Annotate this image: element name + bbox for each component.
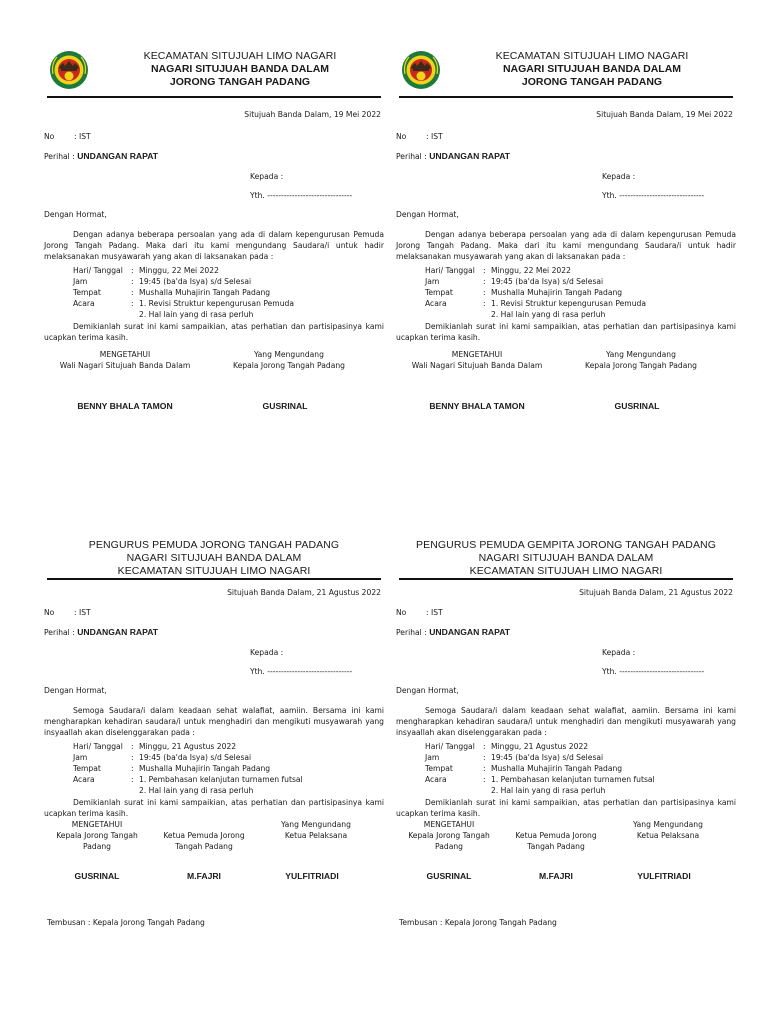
detail-row-place: Tempat : Mushalla Muhajirin Tangah Padang bbox=[425, 288, 623, 297]
letter-invitation-2 bbox=[396, 44, 736, 534]
recipient-heading: Kepada : bbox=[602, 648, 636, 657]
letterhead-divider bbox=[47, 96, 381, 98]
subject-value: UNDANGAN RAPAT bbox=[429, 627, 511, 637]
signatory-title: Yang Mengundang bbox=[254, 350, 324, 359]
letterhead-line-2: NAGARI SITUJUAH BANDA DALAM bbox=[502, 63, 682, 75]
signatory-role: Kepala Jorong Tangah Padang bbox=[408, 831, 490, 851]
letterhead-line-2: NAGARI SITUJUAH BANDA DALAM bbox=[150, 63, 330, 75]
carbon-copy-note: Tembusan : Kepala Jorong Tangah Padang bbox=[47, 918, 205, 927]
opening-paragraph: Semoga Saudara/i dalam keadaan sehat walafiat, aamiin. Bersama ini kami mengharapkan kehadiran saudara/i untuk menghadiri dan mengikuti musyawarah yang insyaallah akan diselenggarakan pada : bbox=[396, 706, 736, 737]
signatory-youth-chair bbox=[508, 830, 604, 852]
subject-row bbox=[396, 627, 736, 638]
recipient-line: Yth. ------------------------------- bbox=[250, 667, 353, 676]
signature-block bbox=[396, 349, 736, 429]
number-value: : IST bbox=[74, 608, 91, 617]
number-row bbox=[44, 608, 384, 619]
signatory-name: GUSRINAL bbox=[74, 871, 120, 881]
detail-row-date: Hari/ Tanggal : Minggu, 21 Agustus 2022 bbox=[73, 742, 237, 751]
signatory-title: MENGETAHUI bbox=[451, 350, 503, 359]
number-row bbox=[396, 132, 736, 143]
letter-date: Situjuah Banda Dalam, 21 Agustus 2022 bbox=[227, 588, 381, 597]
recipient-line: Yth. ------------------------------- bbox=[250, 191, 353, 200]
number-value: : IST bbox=[426, 132, 443, 141]
signatory-role: Ketua Pemuda Jorong Tangah Padang bbox=[163, 831, 245, 851]
signature-block bbox=[44, 349, 384, 429]
letterhead-line-2: NAGARI SITUJUAH BANDA DALAM bbox=[126, 552, 302, 564]
signatory-name: GUSRINAL bbox=[262, 401, 308, 411]
salutation: Dengan Hormat, bbox=[44, 210, 107, 219]
letter-invitation-1 bbox=[44, 44, 384, 534]
letterhead-line-1: PENGURUS PEMUDA JORONG TANGAH PADANG bbox=[88, 539, 340, 551]
subject-colon: : bbox=[72, 152, 75, 161]
letterhead-line-1: KECAMATAN SITUJUAH LIMO NAGARI bbox=[495, 50, 689, 62]
subject-row bbox=[44, 151, 384, 162]
signatory-role: Ketua Pelaksana bbox=[284, 831, 348, 840]
number-value: : IST bbox=[74, 132, 91, 141]
detail-row-time: Jam : 19:45 (ba'da Isya) s/d Selesai bbox=[73, 753, 252, 762]
subject-colon: : bbox=[72, 628, 75, 637]
detail-row-agenda-2: 2. Hal lain yang di rasa perluh bbox=[491, 310, 606, 319]
signatory-name: YULFITRIADI bbox=[637, 871, 691, 881]
signatory-role: Ketua Pelaksana bbox=[636, 831, 700, 840]
meeting-details bbox=[73, 742, 384, 797]
subject-label: Perihal bbox=[44, 628, 70, 637]
letterhead-divider bbox=[399, 96, 733, 98]
signatory-acknowledger bbox=[396, 819, 502, 852]
signatory-role: Wali Nagari Situjuah Banda Dalam bbox=[59, 361, 191, 370]
detail-row-date: Hari/ Tanggal : Minggu, 21 Agustus 2022 bbox=[425, 742, 589, 751]
subject-colon: : bbox=[424, 628, 427, 637]
subject-row bbox=[44, 627, 384, 638]
number-row bbox=[396, 608, 736, 619]
subject-value: UNDANGAN RAPAT bbox=[77, 151, 159, 161]
signatory-acknowledger bbox=[396, 349, 558, 371]
signatory-title: MENGETAHUI bbox=[423, 820, 475, 829]
subject-label: Perihal bbox=[396, 628, 422, 637]
letter-date: Situjuah Banda Dalam, 21 Agustus 2022 bbox=[579, 588, 733, 597]
signature-block bbox=[44, 819, 384, 889]
detail-row-agenda-2: 2. Hal lain yang di rasa perluh bbox=[491, 786, 606, 795]
signatory-role: Kepala Jorong Tangah Padang bbox=[584, 361, 697, 370]
letter-date: Situjuah Banda Dalam, 19 Mei 2022 bbox=[244, 110, 381, 119]
signatory-name: M.FAJRI bbox=[539, 871, 573, 881]
signatory-title: MENGETAHUI bbox=[71, 820, 123, 829]
letterhead-line-3: KECAMATAN SITUJUAH LIMO NAGARI bbox=[469, 565, 663, 577]
recipient-heading: Kepada : bbox=[250, 172, 284, 181]
recipient-heading: Kepada : bbox=[602, 172, 636, 181]
signatory-acknowledger bbox=[44, 349, 206, 371]
number-label: No bbox=[44, 132, 55, 141]
letterhead-line-3: JORONG TANGAH PADANG bbox=[169, 76, 311, 88]
letter-invitation-4 bbox=[396, 533, 736, 1023]
signatory-role: Wali Nagari Situjuah Banda Dalam bbox=[411, 361, 543, 370]
subject-colon: : bbox=[424, 152, 427, 161]
letterhead-divider bbox=[47, 578, 381, 580]
detail-row-agenda-2: 2. Hal lain yang di rasa perluh bbox=[139, 310, 254, 319]
detail-row-agenda: Acara : 1. Pembahasan kelanjutan turnamen futsal bbox=[73, 775, 303, 784]
detail-row-place: Tempat : Mushalla Muhajirin Tangah Padang bbox=[425, 764, 623, 773]
closing-paragraph: Demikianlah surat ini kami sampaikian, atas perhatian dan partisipasinya kami ucapkan terima kasih. bbox=[396, 322, 736, 342]
signatory-role: Kepala Jorong Tangah Padang bbox=[56, 831, 138, 851]
detail-row-place: Tempat : Mushalla Muhajirin Tangah Padang bbox=[73, 288, 271, 297]
signature-block bbox=[396, 819, 736, 889]
number-label: No bbox=[396, 608, 407, 617]
letter-date: Situjuah Banda Dalam, 19 Mei 2022 bbox=[596, 110, 733, 119]
detail-row-date: Hari/ Tanggal : Minggu, 22 Mei 2022 bbox=[425, 266, 571, 275]
carbon-copy-note: Tembusan : Kepala Jorong Tangah Padang bbox=[399, 918, 557, 927]
subject-row bbox=[396, 151, 736, 162]
detail-row-date: Hari/ Tanggal : Minggu, 22 Mei 2022 bbox=[73, 266, 219, 275]
meeting-details bbox=[425, 742, 736, 797]
number-label: No bbox=[44, 608, 55, 617]
signatory-inviter bbox=[562, 349, 720, 371]
signatory-title: Yang Mengundang bbox=[281, 820, 351, 829]
signatory-title: Yang Mengundang bbox=[633, 820, 703, 829]
letterhead bbox=[44, 533, 384, 588]
signatory-inviter bbox=[210, 349, 368, 371]
letterhead-line-1: KECAMATAN SITUJUAH LIMO NAGARI bbox=[143, 50, 337, 62]
recipient-heading: Kepada : bbox=[250, 648, 284, 657]
detail-row-time: Jam : 19:45 (ba'da Isya) s/d Selesai bbox=[425, 277, 604, 286]
closing-paragraph: Demikianlah surat ini kami sampaikian, atas perhatian dan partisipasinya kami ucapkan terima kasih. bbox=[44, 798, 384, 818]
meeting-details bbox=[425, 266, 736, 321]
closing-paragraph: Demikianlah surat ini kami sampaikian, atas perhatian dan partisipasinya kami ucapkan terima kasih. bbox=[44, 322, 384, 342]
letterhead-divider bbox=[399, 578, 733, 580]
opening-paragraph: Dengan adanya beberapa persoalan yang ada di dalam kepengurusan Pemuda Jorong Tangah Padang. Maka dari itu kami mengundang Saudara/i untuk hadir melaksanakan musyawarah yang akan di laksanakan pada : bbox=[44, 230, 384, 261]
subject-value: UNDANGAN RAPAT bbox=[77, 627, 159, 637]
letterhead-line-2: NAGARI SITUJUAH BANDA DALAM bbox=[478, 552, 654, 564]
detail-row-agenda: Acara : 1. Revisi Struktur kepengurusan Pemuda bbox=[73, 299, 294, 308]
number-value: : IST bbox=[426, 608, 443, 617]
number-row bbox=[44, 132, 384, 143]
signatory-name: BENNY BHALA TAMON bbox=[77, 401, 173, 411]
signatory-inviter bbox=[616, 819, 720, 841]
signatory-name: GUSRINAL bbox=[426, 871, 472, 881]
detail-row-agenda: Acara : 1. Revisi Struktur kepengurusan Pemuda bbox=[425, 299, 646, 308]
closing-paragraph: Demikianlah surat ini kami sampaikian, atas perhatian dan partisipasinya kami ucapkan terima kasih. bbox=[396, 798, 736, 818]
meeting-details bbox=[73, 266, 384, 321]
detail-row-agenda-2: 2. Hal lain yang di rasa perluh bbox=[139, 786, 254, 795]
signatory-acknowledger bbox=[44, 819, 150, 852]
letterhead bbox=[44, 44, 384, 102]
nagari-emblem-logo bbox=[401, 50, 441, 90]
nagari-emblem-logo bbox=[49, 50, 89, 90]
letter-invitation-3 bbox=[44, 533, 384, 1023]
signatory-name: GUSRINAL bbox=[614, 401, 660, 411]
opening-paragraph: Semoga Saudara/i dalam keadaan sehat walafiat, aamiin. Bersama ini kami mengharapkan kehadiran saudara/i untuk menghadiri dan mengikuti musyawarah yang insyaallah akan diselenggarakan pada : bbox=[44, 706, 384, 737]
letterhead-line-3: KECAMATAN SITUJUAH LIMO NAGARI bbox=[117, 565, 311, 577]
letterhead-line-1: PENGURUS PEMUDA GEMPITA JORONG TANGAH PADANG bbox=[416, 539, 716, 551]
detail-row-agenda: Acara : 1. Pembahasan kelanjutan turnamen futsal bbox=[425, 775, 655, 784]
subject-value: UNDANGAN RAPAT bbox=[429, 151, 511, 161]
detail-row-time: Jam : 19:45 (ba'da Isya) s/d Selesai bbox=[73, 277, 252, 286]
subject-label: Perihal bbox=[396, 152, 422, 161]
signatory-name: M.FAJRI bbox=[187, 871, 221, 881]
salutation: Dengan Hormat, bbox=[396, 210, 459, 219]
detail-row-time: Jam : 19:45 (ba'da Isya) s/d Selesai bbox=[425, 753, 604, 762]
signatory-name: YULFITRIADI bbox=[285, 871, 339, 881]
detail-row-place: Tempat : Mushalla Muhajirin Tangah Padang bbox=[73, 764, 271, 773]
signatory-title: Yang Mengundang bbox=[606, 350, 676, 359]
salutation: Dengan Hormat, bbox=[44, 686, 107, 695]
recipient-line: Yth. ------------------------------- bbox=[602, 191, 705, 200]
letterhead bbox=[396, 533, 736, 588]
letterhead-line-3: JORONG TANGAH PADANG bbox=[521, 76, 663, 88]
letterhead bbox=[396, 44, 736, 102]
recipient-line: Yth. ------------------------------- bbox=[602, 667, 705, 676]
signatory-name: BENNY BHALA TAMON bbox=[429, 401, 525, 411]
signatory-youth-chair bbox=[156, 830, 252, 852]
salutation: Dengan Hormat, bbox=[396, 686, 459, 695]
signatory-title: MENGETAHUI bbox=[99, 350, 151, 359]
signatory-role: Kepala Jorong Tangah Padang bbox=[232, 361, 345, 370]
number-label: No bbox=[396, 132, 407, 141]
signatory-role: Ketua Pemuda Jorong Tangah Padang bbox=[515, 831, 597, 851]
signatory-inviter bbox=[264, 819, 368, 841]
opening-paragraph: Dengan adanya beberapa persoalan yang ada di dalam kepengurusan Pemuda Jorong Tangah Padang. Maka dari itu kami mengundang Saudara/i untuk hadir melaksanakan musyawarah yang akan di laksanakan pada : bbox=[396, 230, 736, 261]
subject-label: Perihal bbox=[44, 152, 70, 161]
